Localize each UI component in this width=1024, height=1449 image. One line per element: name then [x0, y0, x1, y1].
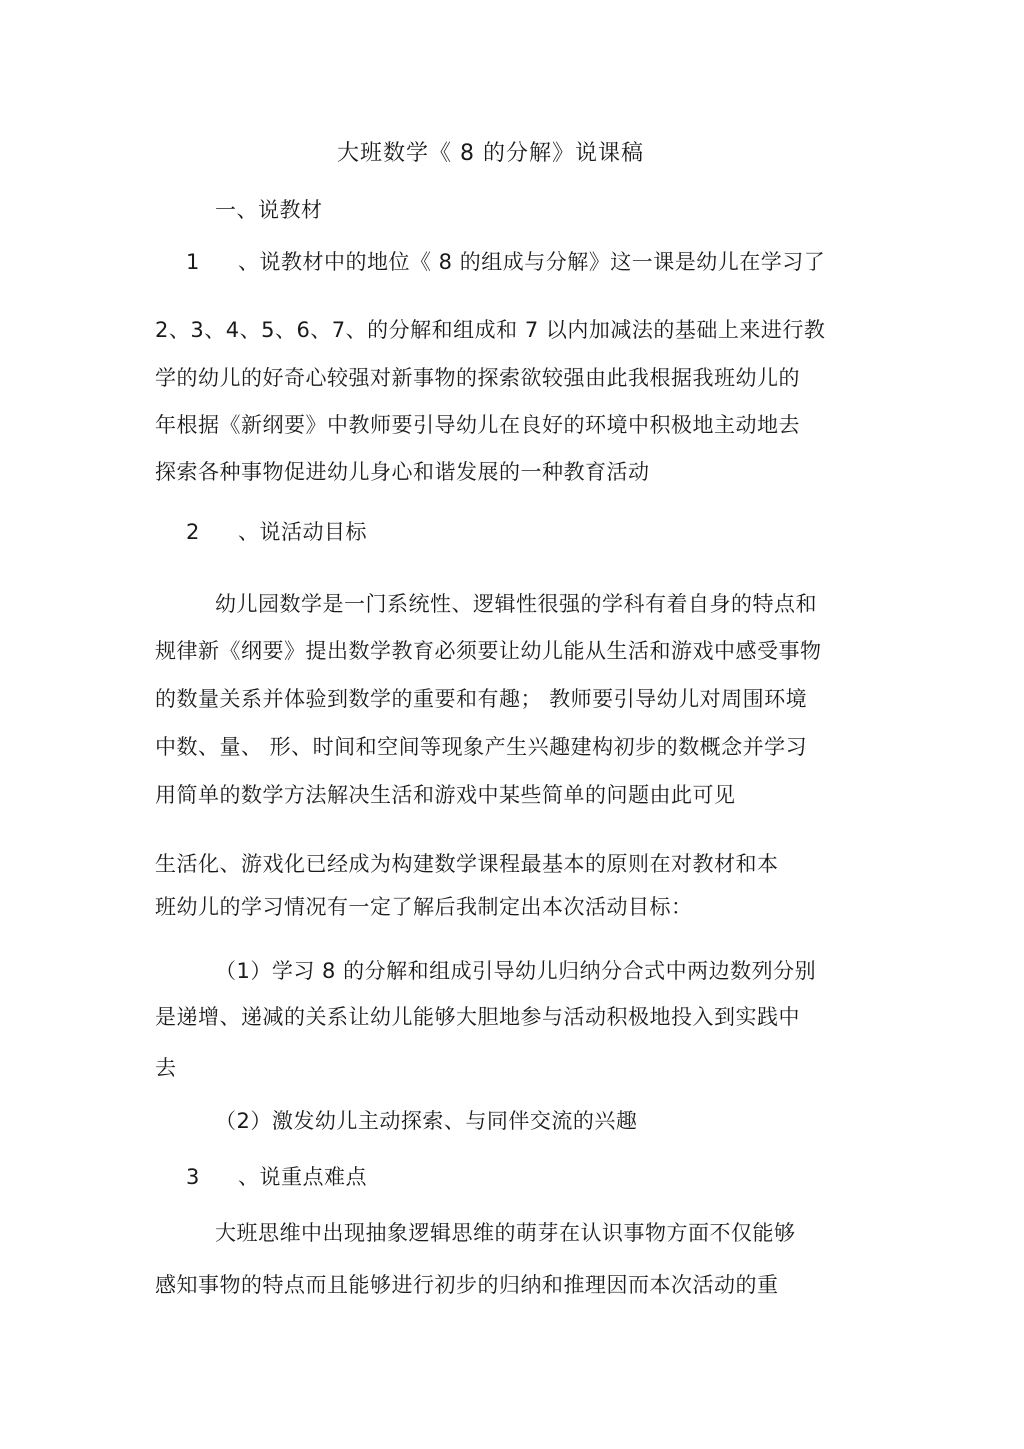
paragraph-3-line: 生活化、游戏化已经成为构建数学课程最基本的原则在对教材和本 [155, 852, 779, 876]
paragraph-1-line: 探索各种事物促进幼儿身心和谐发展的一种教育活动 [155, 460, 650, 484]
item-1-heading [186, 248, 825, 276]
goal-1-line: （1）学习 8 的分解和组成引导幼儿归纳分合式中两边数列分别 [215, 959, 817, 983]
paragraph-3-line: 班幼儿的学习情况有一定了解后我制定出本次活动目标： [155, 895, 693, 919]
item-2-number: 2 [186, 520, 200, 544]
goal-1-line: 是递增、递减的关系让幼儿能够大胆地参与活动积极地投入到实践中 [155, 1005, 800, 1029]
item-2-heading [186, 518, 367, 546]
paragraph-2-line: 规律新《纲要》提出数学教育必须要让幼儿能从生活和游戏中感受事物 [155, 639, 822, 663]
item-3-heading [186, 1163, 367, 1191]
item-1-number: 1 [186, 250, 200, 274]
item-3-number: 3 [186, 1165, 200, 1189]
section-heading: 一、说教材 [215, 198, 323, 222]
paragraph-2-line: 幼儿园数学是一门系统性、逻辑性很强的学科有着自身的特点和 [215, 592, 817, 616]
item-3-text: 、说重点难点 [238, 1165, 367, 1189]
paragraph-2-line: 的数量关系并体验到数学的重要和有趣； 教师要引导幼儿对周围环境 [155, 687, 808, 711]
paragraph-2-line: 用简单的数学方法解决生活和游戏中某些简单的问题由此可见 [155, 783, 736, 807]
goal-1-line: 去 [155, 1056, 177, 1080]
paragraph-2-line: 中数、量、 形、时间和空间等现象产生兴趣建构初步的数概念并学习 [155, 735, 808, 759]
paragraph-1-line: 2、3、4、5、6、7、的分解和组成和 7 以内加减法的基础上来进行教 [155, 318, 826, 342]
document-title: 大班数学《 8 的分解》说课稿 [337, 141, 644, 166]
goal-2-line: （2）激发幼儿主动探索、与同伴交流的兴趣 [215, 1109, 638, 1133]
item-2-text: 、说活动目标 [238, 520, 367, 544]
paragraph-1-line: 年根据《新纲要》中教师要引导幼儿在良好的环境中积极地主动地去 [155, 413, 800, 437]
paragraph-4-line: 感知事物的特点而且能够进行初步的归纳和推理因而本次活动的重 [155, 1273, 779, 1297]
item-1-text: 、说教材中的地位《 8 的组成与分解》这一课是幼儿在学习了 [238, 250, 826, 274]
paragraph-1-line: 学的幼儿的好奇心较强对新事物的探索欲较强由此我根据我班幼儿的 [155, 366, 800, 390]
paragraph-4-line: 大班思维中出现抽象逻辑思维的萌芽在认识事物方面不仅能够 [215, 1221, 796, 1245]
